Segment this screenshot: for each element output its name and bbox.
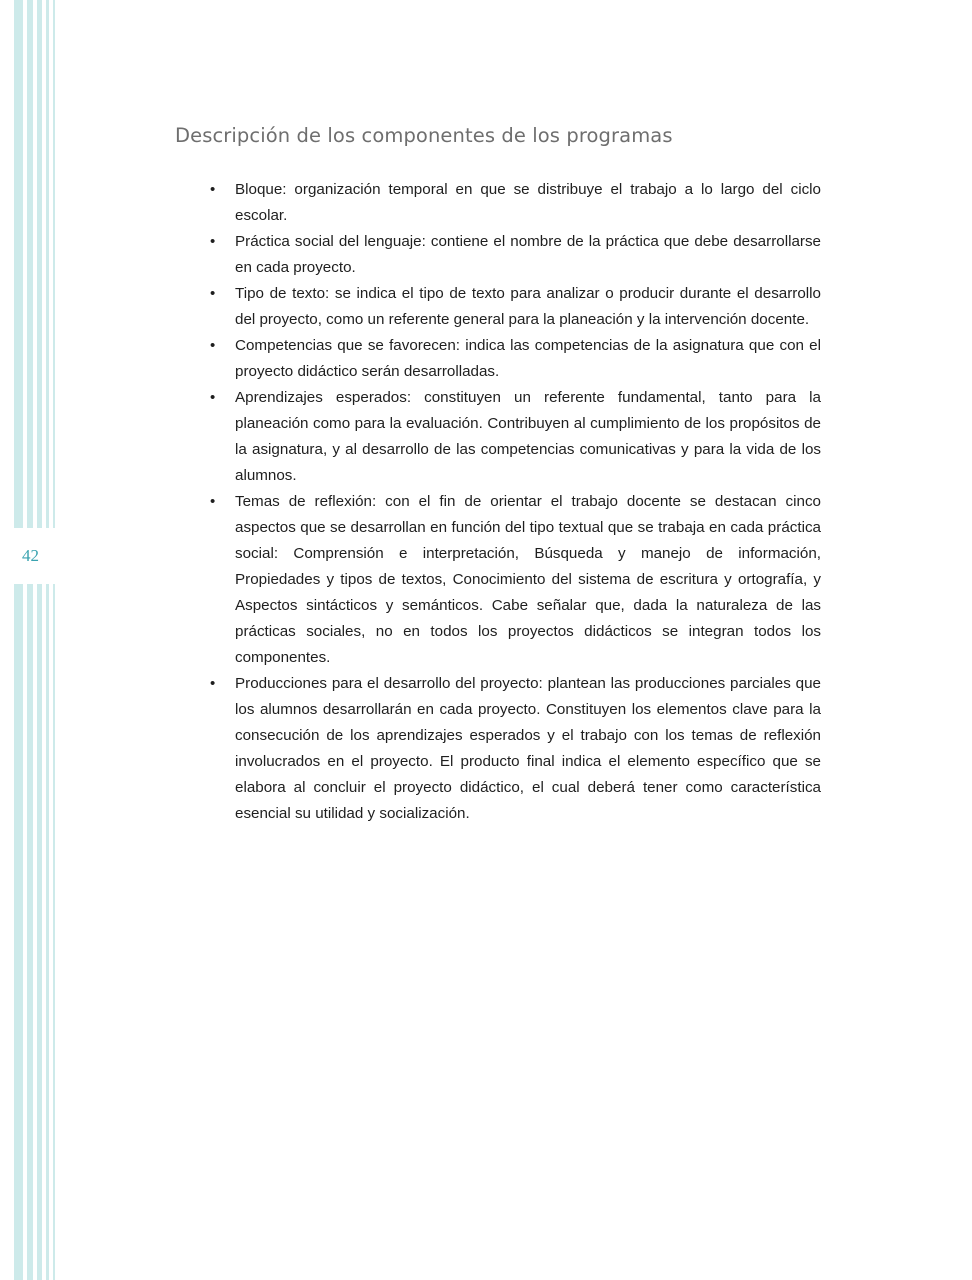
list-item-text: Práctica social del lenguaje: contiene el nombre de la práctica que debe desarrollarse en cada proyecto. (235, 233, 821, 276)
component-list (208, 177, 821, 827)
stripe (46, 0, 49, 1280)
list-item (208, 229, 821, 281)
list-item (208, 281, 821, 333)
list-item (208, 177, 821, 229)
list-item (208, 671, 821, 827)
margin-stripes (0, 0, 60, 1280)
page-title: Descripción de los componentes de los programas (175, 124, 673, 147)
list-item-text: Competencias que se favorecen: indica las competencias de la asignatura que con el proyecto didáctico serán desarrolladas. (235, 337, 821, 380)
list-item-text: Aprendizajes esperados: constituyen un referente fundamental, tanto para la planeación como para la evaluación. Contribuyen al cumplimiento de los propósitos de la asignatura, y al desarrollo de las competencias comunicativas y para la vida de los alumnos. (235, 389, 821, 484)
page-number: 42 (22, 542, 52, 570)
list-item (208, 385, 821, 489)
list-item (208, 489, 821, 671)
stripe (14, 0, 23, 1280)
list-item-text: Tipo de texto: se indica el tipo de texto para analizar o producir durante el desarrollo del proyecto, como un referente general para la planeación y la intervención docente. (235, 285, 821, 328)
stripe (53, 0, 55, 1280)
bullet-icon: • (210, 493, 216, 510)
bullet-icon: • (210, 675, 216, 692)
bullet-icon: • (210, 181, 216, 198)
stripe (27, 0, 33, 1280)
list-item-text: Temas de reflexión: con el fin de orientar el trabajo docente se destacan cinco aspectos que se desarrollan en función del tipo textual que se trabaja en cada práctica social: Comprensión e interpretación, Búsqueda y manejo de información, Propiedades y tipos de textos, Conocimiento del sistema de escritura y ortografía, y Aspectos sintácticos y semánticos. Cabe señalar que, dada la naturaleza de las prácticas sociales, no en todos los proyectos didácticos se integran todos los componentes. (235, 493, 821, 666)
list-item-text: Bloque: organización temporal en que se distribuye el trabajo a lo largo del ciclo escolar. (235, 181, 821, 224)
bullet-icon: • (210, 337, 216, 354)
stripe (37, 0, 42, 1280)
list-item-text: Producciones para el desarrollo del proyecto: plantean las producciones parciales que los alumnos desarrollarán en cada proyecto. Constituyen los elementos clave para la consecución de los aprendizajes esperados y el trabajo con los temas de reflexión involucrados en el proyecto. El producto final indica el elemento específico que se elabora al concluir el proyecto didáctico, el cual deberá tener como característica esencial su utilidad y socialización. (235, 675, 821, 822)
list-item (208, 333, 821, 385)
bullet-icon: • (210, 389, 216, 406)
bullet-icon: • (210, 285, 216, 302)
bullet-icon: • (210, 233, 216, 250)
